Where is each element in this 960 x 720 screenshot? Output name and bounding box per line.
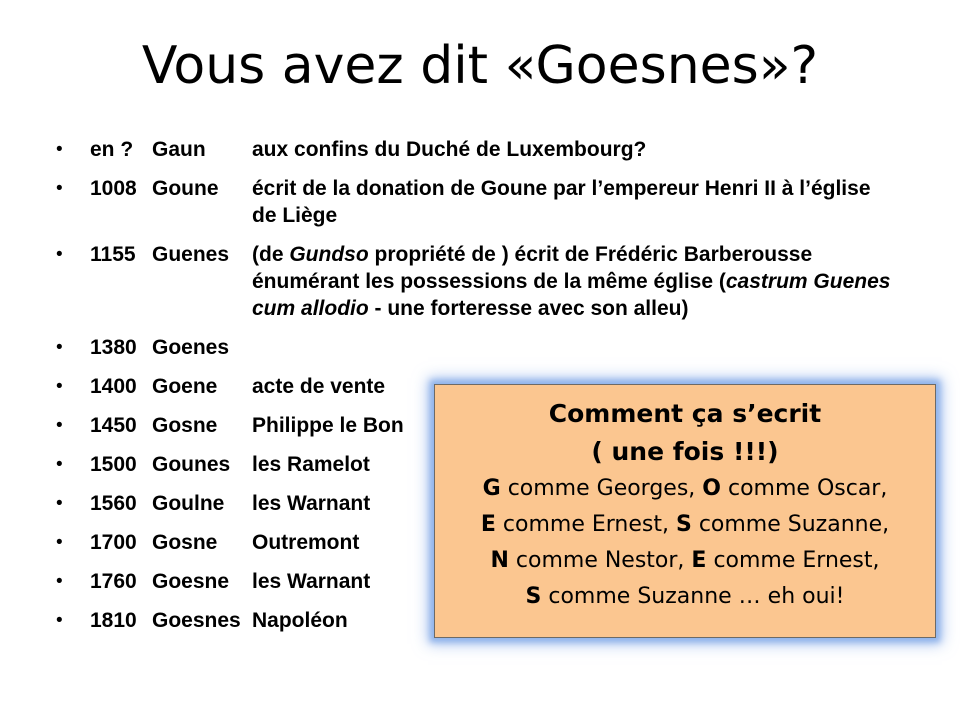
entry-year: 1155	[90, 243, 136, 266]
entry-year: en ?	[90, 138, 134, 161]
entry-year: 1008	[90, 177, 137, 200]
bullet-icon: •	[56, 139, 63, 160]
callout-text: comme Ernest,	[706, 548, 880, 573]
callout-subheading: ( une fois !!!)	[591, 437, 779, 466]
entry-year: 1810	[90, 609, 137, 632]
entry-name: Gaun	[152, 138, 206, 161]
entry-name: Goene	[152, 375, 218, 398]
entry-description: les Warnant	[252, 570, 371, 593]
entry-year: 1700	[90, 531, 137, 554]
entry-year: 1400	[90, 375, 137, 398]
entry-year: 1760	[90, 570, 137, 593]
entry-description: les Warnant	[252, 492, 371, 515]
list-item	[56, 175, 936, 229]
entry-year: 1450	[90, 414, 137, 437]
entry-name: Goune	[152, 177, 219, 200]
desc-italic: Gundso	[289, 243, 369, 266]
list-item	[56, 334, 936, 361]
entry-description: Napoléon	[252, 609, 348, 632]
entry-name: Goenes	[152, 336, 230, 359]
callout-letter: O	[702, 476, 721, 501]
entry-year: 1560	[90, 492, 137, 515]
entry-name: Goulne	[152, 492, 225, 515]
callout-letter: N	[490, 548, 509, 573]
bullet-icon: •	[56, 610, 63, 631]
bullet-icon: •	[56, 178, 63, 199]
bullet-icon: •	[56, 376, 63, 397]
bullet-icon: •	[56, 415, 63, 436]
entry-name: Gounes	[152, 453, 231, 476]
entry-description: acte de vente	[252, 375, 386, 398]
entry-description: Philippe le Bon	[252, 414, 404, 437]
spelling-callout-box	[434, 384, 936, 638]
bullet-icon: •	[56, 532, 63, 553]
entry-name: Goesnes	[152, 609, 241, 632]
callout-text: comme Georges,	[500, 476, 703, 501]
callout-letter: S	[675, 512, 692, 537]
entry-name: Gosne	[152, 531, 218, 554]
entry-description	[252, 334, 892, 361]
entry-description: aux confins du Duché de Luxembourg?	[252, 138, 647, 161]
entry-year: 1500	[90, 453, 137, 476]
bullet-icon: •	[56, 454, 63, 475]
desc-text: (de	[252, 243, 290, 266]
desc-italic: castrum Guenes cum allodio	[252, 270, 891, 320]
entry-year: 1380	[90, 336, 137, 359]
list-item	[56, 241, 936, 322]
callout-line	[435, 507, 935, 543]
callout-letter: E	[691, 548, 707, 573]
bullet-icon: •	[56, 493, 63, 514]
entry-description: les Ramelot	[252, 453, 370, 476]
entry-name: Guenes	[152, 243, 230, 266]
callout-letter: E	[480, 512, 496, 537]
bullet-icon: •	[56, 337, 63, 358]
callout-line	[435, 543, 935, 579]
entry-description: Outremont	[252, 531, 360, 554]
callout-heading: Comment ça s’ecrit	[548, 399, 822, 428]
entry-name: Goesne	[152, 570, 230, 593]
callout-letter: G	[482, 476, 501, 501]
desc-text: propriété de ) écrit de Frédéric Barberousse énumérant les possessions de la même église (	[252, 243, 813, 293]
list-item	[56, 136, 936, 163]
callout-line	[435, 579, 935, 615]
callout-text: comme Suzanne,	[691, 512, 890, 537]
entry-name: Gosne	[152, 414, 218, 437]
callout-letter: S	[525, 584, 542, 609]
callout-text: comme Ernest,	[495, 512, 676, 537]
entry-description	[252, 241, 892, 322]
callout-text: comme Suzanne … eh oui!	[541, 584, 845, 609]
bullet-icon: •	[56, 571, 63, 592]
slide-title: Vous avez dit «Goesnes»?	[141, 36, 819, 96]
entry-description: écrit de la donation de Goune par l’empereur Henri II à l’église de Liège	[252, 177, 871, 227]
desc-text: - une forteresse avec son alleu)	[368, 297, 689, 320]
callout-text: comme Oscar,	[721, 476, 888, 501]
bullet-icon: •	[56, 244, 63, 265]
callout-text: comme Nestor,	[508, 548, 692, 573]
callout-line	[435, 471, 935, 507]
